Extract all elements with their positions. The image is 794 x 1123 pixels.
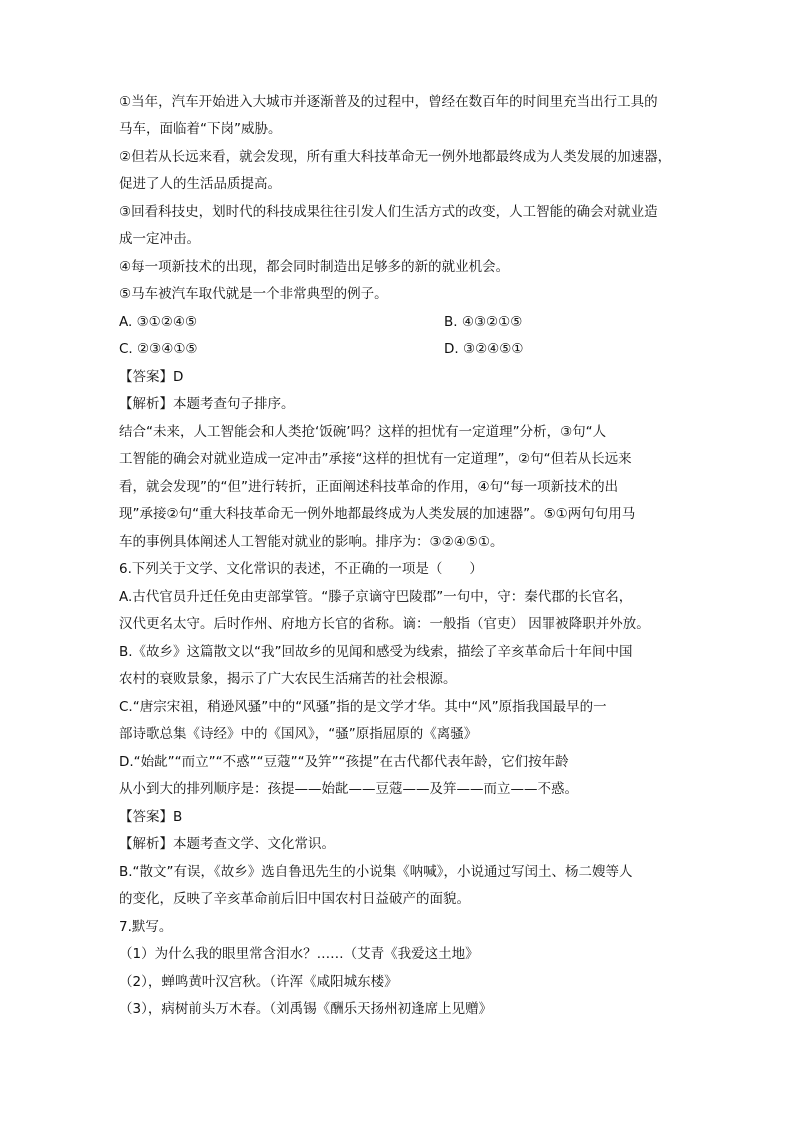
q6-option-d-line-2: 从小到大的排列顺序是：孩提——始龀——豆蔻——及笄——而立——不惑。 bbox=[119, 781, 578, 797]
q7-item-3 bbox=[119, 999, 492, 1021]
sentence-5: ⑤马车被汽车取代就是一个非常典型的例子。 bbox=[119, 286, 388, 302]
q7-stem: 7.默写。 bbox=[119, 919, 173, 935]
q6-stem: 6.下列关于文学、文化常识的表述，不正确的一项是（ ） bbox=[119, 561, 483, 577]
sentence-2-line-1: ②但若从长远来看，就会发现，所有重大科技革命无一例外地都最终成为人类发展的加速器， bbox=[119, 149, 672, 165]
q6-option-d-line-1: D.“始龀”“而立”“不惑”“豆蔻”“及笄”“孩提”在古代都代表年龄，它们按年龄 bbox=[119, 754, 569, 770]
sentence-4: ④每一项新技术的出现，都会同时制造出足够多的新的就业机会。 bbox=[119, 259, 510, 275]
q6-answer: 【答案】B bbox=[119, 809, 183, 825]
option-c: C. ②③④①⑤ bbox=[119, 341, 198, 357]
option-d: D. ③②④⑤① bbox=[444, 341, 524, 357]
option-a: A. ③①②④⑤ bbox=[119, 314, 198, 330]
q5-analysis-line-2: 工智能的确会对就业造成一定冲击”承接“这样的担忧有一定道理”，②句“但若从长远来 bbox=[119, 451, 632, 467]
q6-option-a-line-1: A.古代官员升迁任免由吏部掌管。“滕子京谪守巴陵郡”一句中，守：秦代郡的长官名， bbox=[119, 589, 633, 605]
q6-analysis-head: 【解析】本题考查文学、文化常识。 bbox=[119, 836, 335, 852]
sentence-1-line-1: ①当年，汽车开始进入大城市并逐渐普及的过程中，曾经在数百年的时间里充当出行工具的 bbox=[119, 94, 658, 110]
q7-item-1 bbox=[119, 944, 479, 966]
q6-option-b-line-1: B.《故乡》这篇散文以“我”回故乡的见闻和感受为线索，描绘了辛亥革命后十年间中国 bbox=[119, 644, 633, 660]
q7-item-1-suffix: ……（艾青《我爱这土地》 bbox=[316, 946, 479, 962]
sentence-3-line-2: 成一定冲击。 bbox=[119, 231, 200, 247]
option-b: B. ④③②①⑤ bbox=[444, 314, 523, 330]
q5-answer: 【答案】D bbox=[119, 369, 184, 385]
q6-option-a-line-2: 汉代更名太守。后时作州、府地方长官的省称。谪：一般指（官吏） 因罪被降职并外放。 bbox=[119, 616, 650, 632]
q6-option-c-line-1: C.“唐宗宋祖，稍逊风骚”中的“风骚”指的是文学才华。其中“风”原指我国最早的一 bbox=[119, 699, 607, 715]
q5-analysis-head: 【解析】本题考查句子排序。 bbox=[119, 396, 295, 412]
q5-analysis-line-5: 车的事例具体阐述人工智能对就业的影响。排序为：③②④⑤①。 bbox=[119, 534, 504, 550]
q5-analysis-line-4: 现”承接②句“重大科技革命无一例外地都最终成为人类发展的加速器”。⑤①两句句用马 bbox=[119, 506, 636, 522]
sentence-2-line-2: 促进了人的生活品质提高。 bbox=[119, 176, 281, 192]
q7-item-3-prefix: （3） bbox=[119, 1001, 148, 1017]
q6-analysis-line-2: 的变化，反映了辛亥革命前后旧中国农村日益破产的面貌。 bbox=[119, 891, 470, 907]
q6-option-b-line-2: 农村的衰败景象，揭示了广大农民生活痛苦的社会根源。 bbox=[119, 671, 457, 687]
q6-analysis-line-1: B.“散文”有误，《故乡》选自鲁迅先生的小说集《呐喊》，小说通过写闰土、杨二嫂等人 bbox=[119, 864, 633, 880]
q5-analysis-line-3: 看，就会发现”的“但”进行转折，正面阐述科技革命的作用，④句“每一项新技术的出 bbox=[119, 479, 619, 495]
q6-option-c-line-2: 部诗歌总集《诗经》中的《国风》，“骚”原指屈原的《离骚》 bbox=[119, 726, 478, 742]
q7-item-2-prefix: （2） bbox=[119, 974, 148, 990]
q7-item-1-prefix: （1）为什么我的眼里常含泪水？ bbox=[119, 946, 317, 962]
sentence-3-line-1: ③回看科技史，划时代的科技成果往往引发人们生活方式的改变，人工智能的确会对就业造 bbox=[119, 204, 658, 220]
q7-item-2-suffix: ，蝉鸣黄叶汉宫秋。（许浑《咸阳城东楼》 bbox=[147, 974, 398, 990]
sentence-1-line-2: 马车，面临着“下岗”威胁。 bbox=[119, 121, 282, 137]
q7-item-3-suffix: ，病树前头万木春。（刘禹锡《酬乐天扬州初逢席上见赠》 bbox=[147, 1001, 493, 1017]
q7-item-2 bbox=[119, 972, 398, 994]
q5-analysis-line-1: 结合“未来，人工智能会和人类抢‘饭碗’吗？这样的担忧有一定道理”分析，③句“人 bbox=[119, 424, 607, 440]
